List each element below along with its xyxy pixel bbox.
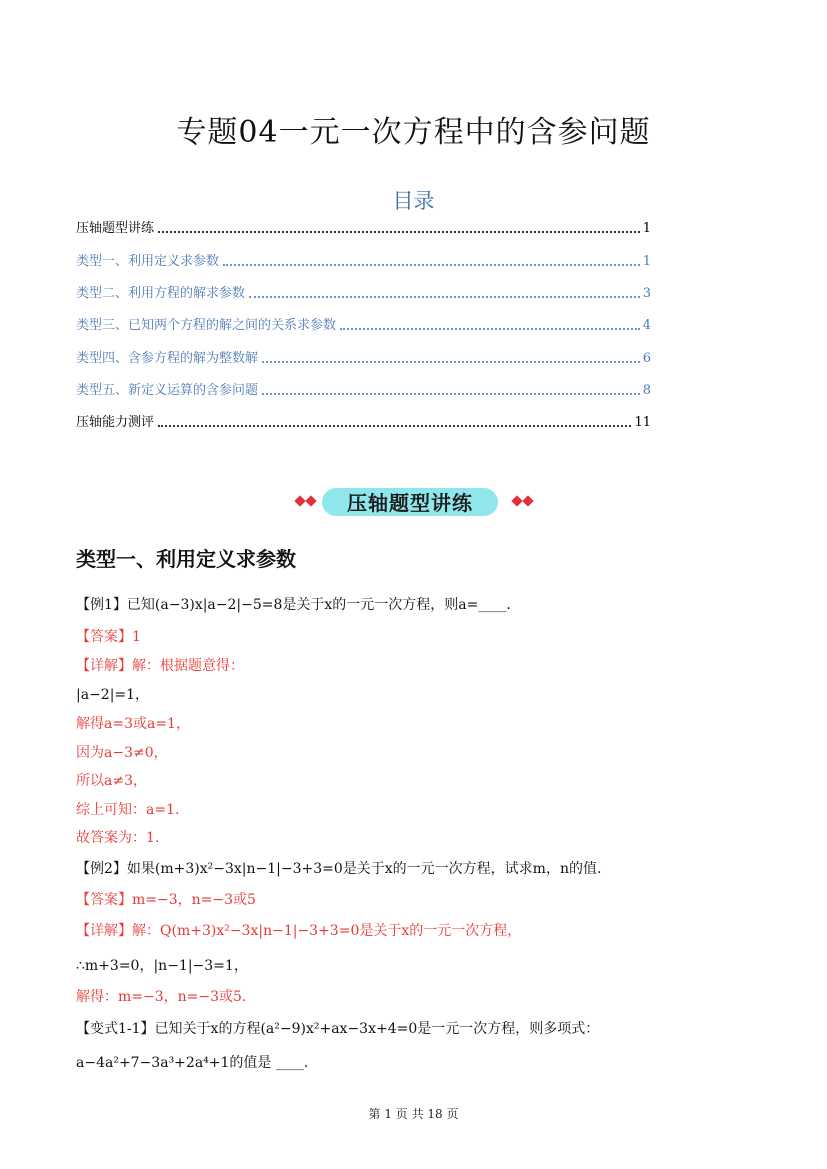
diamond-icon: [294, 495, 305, 506]
document-title: 专题04一元一次方程中的含参问题: [176, 115, 651, 150]
example-2-solution-line: ∴m+3=0，|n−1|−3=1，: [76, 958, 248, 974]
toc-leader: [249, 295, 640, 298]
example-1-solution-line: |a−2|=1，: [76, 687, 150, 703]
toc-entry-type4[interactable]: [76, 348, 651, 366]
example-1-solution-line: 因为a−3≠0，: [76, 745, 168, 761]
toc-leader: [223, 263, 640, 266]
toc-leader: [158, 424, 631, 427]
toc-entry-yazhou[interactable]: [76, 218, 651, 236]
toc-entry-type2[interactable]: [76, 283, 651, 301]
toc-leader: [262, 360, 640, 363]
toc-entry-ceping[interactable]: [76, 412, 651, 430]
toc-leader: [340, 327, 640, 330]
toc-entry-type5[interactable]: [76, 380, 651, 398]
toc-entry-page: 6: [642, 351, 651, 366]
toc-entry-type3[interactable]: [76, 315, 651, 333]
example-2-question: 【例2】如果(m+3)x²−3x|n−1|−3+3=0是关于x的一元一次方程，试求m，n的值.: [76, 861, 602, 877]
section-banner: [290, 483, 540, 521]
toc-entry-label: 压轴题型讲练: [76, 221, 155, 236]
toc-entry-label: 类型三、已知两个方程的解之间的关系求参数: [76, 318, 337, 333]
toc-entry-page: 4: [642, 318, 651, 333]
toc-entry-type1[interactable]: [76, 251, 651, 269]
example-1-solution-line: 【详解】解：根据题意得：: [76, 658, 244, 674]
page-footer: 第 1 页 共 18 页: [368, 1107, 459, 1121]
toc-heading: 目录: [392, 189, 435, 213]
toc-entry-label: 类型一、利用定义求参数: [76, 254, 220, 269]
diamond-icon: [305, 495, 316, 506]
diamond-icon: [522, 495, 533, 506]
toc-entry-label: 类型四、含参方程的解为整数解: [76, 351, 259, 366]
banner-title: 压轴题型讲练: [347, 491, 473, 515]
toc-entry-label: 类型二、利用方程的解求参数: [76, 286, 246, 301]
example-1-solution-line: 所以a≠3，: [76, 773, 147, 789]
toc-entry-page: 1: [642, 254, 651, 269]
toc-entry-label: 类型五、新定义运算的含参问题: [76, 383, 259, 398]
example-1-solution-line: 故答案为：1.: [76, 830, 160, 846]
variant-1-1-question-cont: a−4a²+7−3a³+2a⁴+1的值是 ____.: [76, 1055, 309, 1071]
diamond-icon: [511, 495, 522, 506]
variant-1-1-question: 【变式1-1】已知关于x的方程(a²−9)x²+ax−3x+4=0是一元一次方程，则多项式：: [76, 1021, 600, 1037]
toc-entry-page: 11: [634, 415, 651, 430]
toc-leader: [262, 392, 640, 395]
example-1-solution-line: 综上可知：a=1.: [76, 802, 180, 818]
toc-entry-label: 压轴能力测评: [76, 415, 155, 430]
example-2-solution-line: 【详解】解：Q(m+3)x²−3x|n−1|−3+3=0是关于x的一元一次方程，: [76, 923, 522, 939]
example-2-answer: 【答案】m=−3，n=−3或5: [76, 892, 256, 908]
example-1-question: 【例1】已知(a−3)x|a−2|−5=8是关于x的一元一次方程，则a=____.: [76, 597, 511, 613]
section-heading: 类型一、利用定义求参数: [76, 547, 296, 571]
example-2-solution-line: 解得：m=−3，n=−3或5.: [76, 989, 247, 1005]
example-1-answer: 【答案】1: [76, 629, 141, 645]
toc-leader: [158, 230, 640, 233]
toc-entry-page: 1: [642, 221, 651, 236]
toc-entry-page: 3: [642, 286, 651, 301]
example-1-solution-line: 解得a=3或a=1，: [76, 716, 190, 732]
toc-entry-page: 8: [642, 383, 651, 398]
